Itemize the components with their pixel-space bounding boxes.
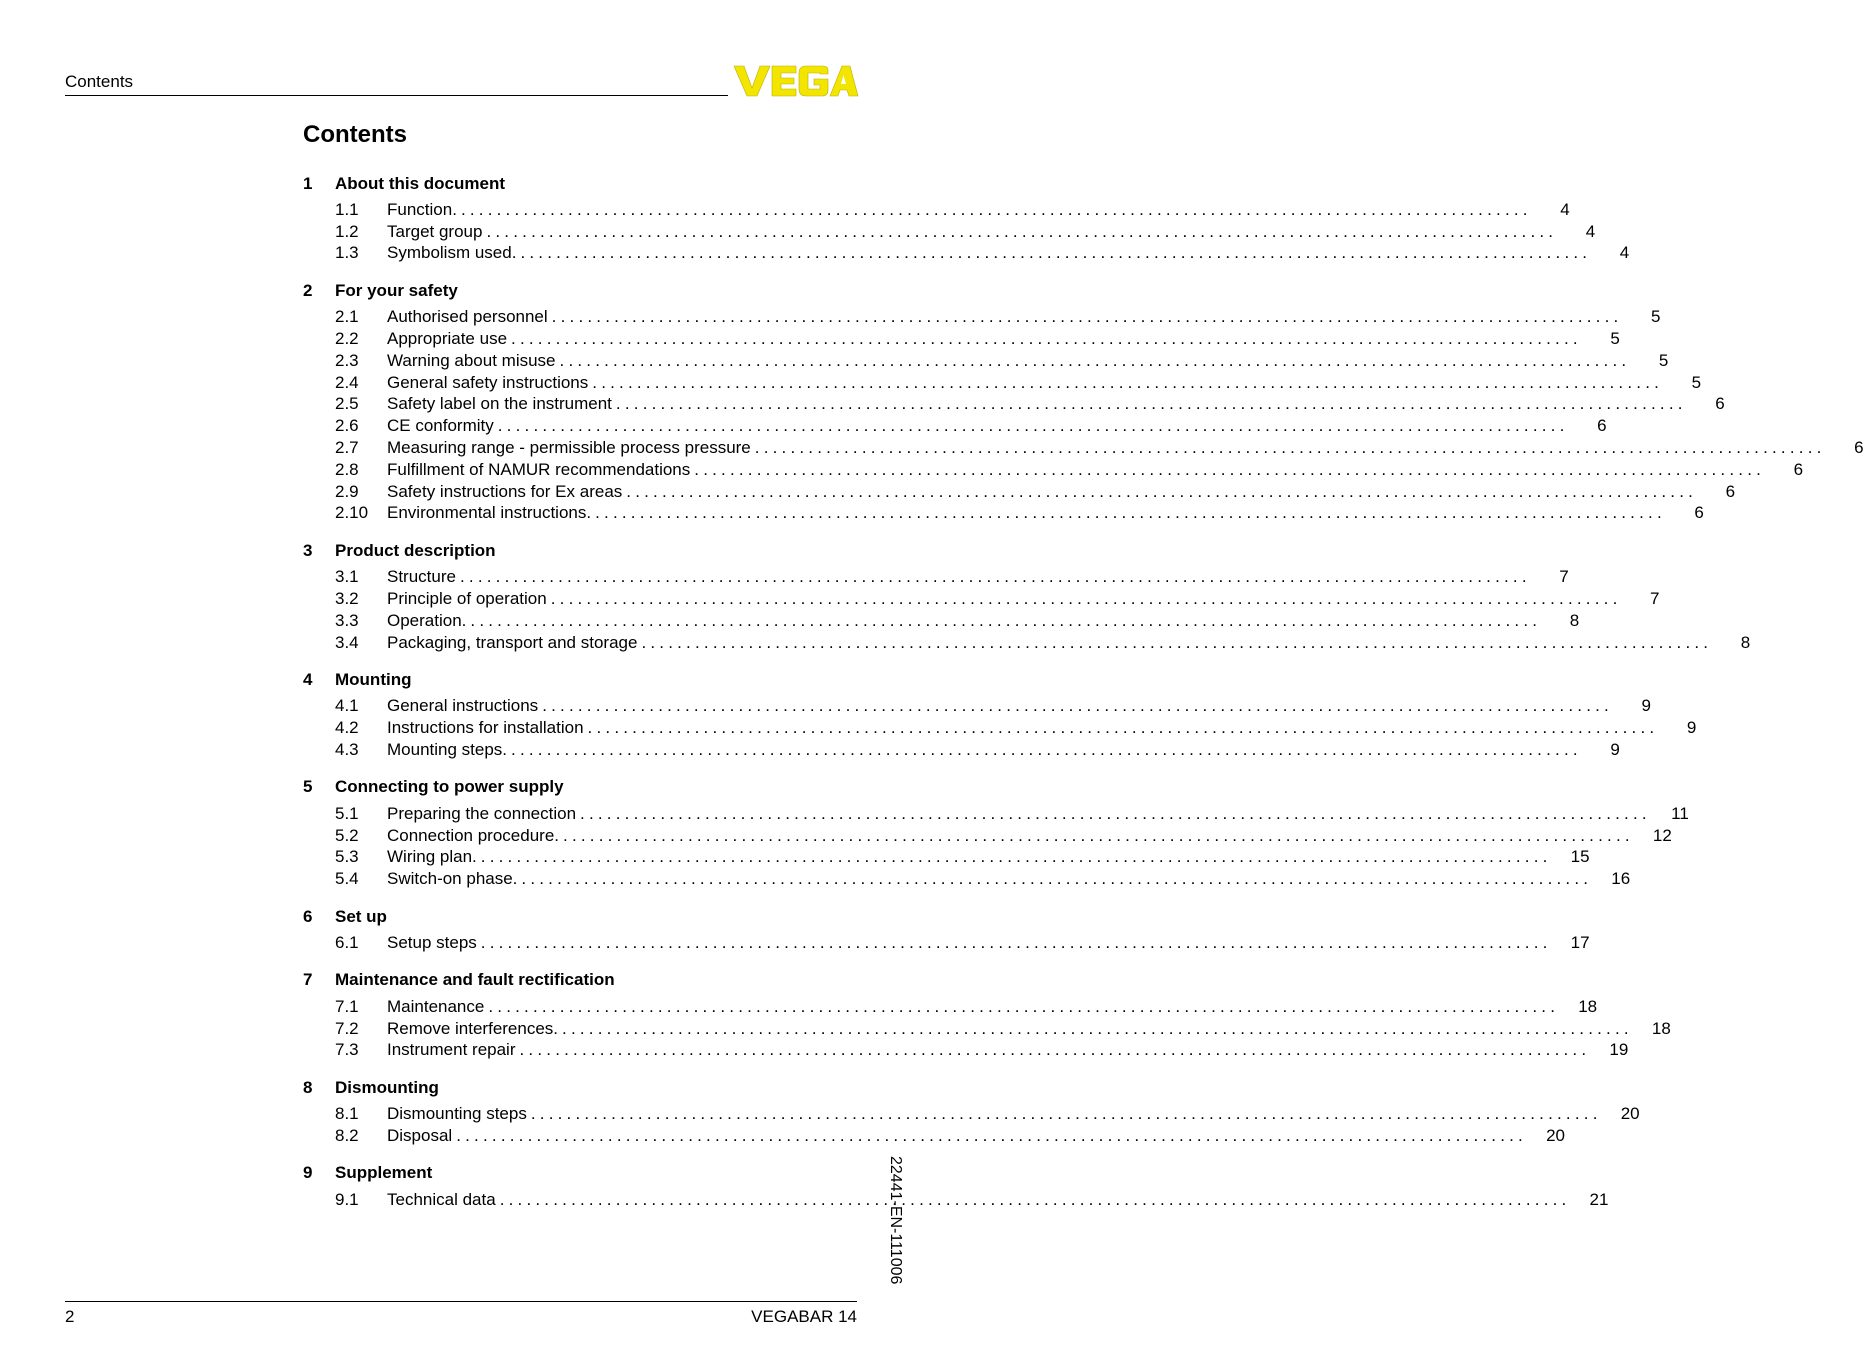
- toc-entry[interactable]: [303, 503, 1704, 525]
- entry-page-number: 15: [1570, 847, 1590, 867]
- toc-section-heading[interactable]: [303, 965, 858, 996]
- entry-title: Safety label on the instrument: [387, 394, 612, 414]
- entry-page-number: 18: [1578, 996, 1598, 1016]
- entry-title: Environmental instructions.: [387, 503, 592, 523]
- entry-page-number: 9: [1641, 696, 1651, 716]
- entry-number: 2.10: [335, 503, 369, 523]
- entry-title: Measuring range - permissible process pressure: [387, 438, 751, 458]
- dot-leader: ........................................................................................................................: [587, 718, 1659, 738]
- entry-number: 2.3: [335, 350, 359, 370]
- dot-leader: ........................................................................................................................: [592, 372, 1664, 392]
- dot-leader: ........................................................................................................................: [559, 350, 1631, 370]
- dot-leader: ........................................................................................................................: [626, 481, 1698, 501]
- entry-title: Mounting steps.: [387, 740, 508, 760]
- entry-title: Function.: [387, 199, 457, 219]
- dot-leader: ........................................................................................................................: [615, 394, 1687, 414]
- toc-entry[interactable]: [303, 1103, 1640, 1125]
- page-title: Contents: [303, 121, 407, 148]
- dot-leader: ........................................................................................................................: [520, 243, 1592, 263]
- entry-number: 5.3: [335, 847, 359, 867]
- toc-entry[interactable]: [303, 1125, 1565, 1147]
- toc-section: [303, 965, 1671, 1061]
- entry-number: 2.5: [335, 394, 359, 414]
- entry-page-number: 6: [1725, 481, 1736, 501]
- entry-title: Authorised personnel: [387, 307, 548, 327]
- toc-section: [303, 1158, 1609, 1211]
- entry-number: 6.1: [335, 933, 359, 953]
- dot-leader: ........................................................................................................................: [499, 1189, 1571, 1209]
- entry-title: Setup steps: [387, 933, 477, 953]
- entry-page-number: 18: [1651, 1018, 1671, 1038]
- entry-page-number: 21: [1589, 1189, 1609, 1209]
- toc-entry[interactable]: [303, 825, 1672, 847]
- entry-title: Instructions for installation: [387, 718, 584, 738]
- entry-page-number: 5: [1610, 329, 1620, 349]
- vega-logo: [734, 64, 858, 98]
- toc-entry[interactable]: [303, 1189, 1609, 1211]
- entry-title: Operation.: [387, 610, 467, 630]
- entry-number: 3.1: [335, 567, 359, 587]
- toc-entry[interactable]: [303, 868, 1631, 890]
- entry-page-number: 16: [1611, 869, 1631, 889]
- entry-title: Warning about misuse: [387, 350, 556, 370]
- toc-entry[interactable]: [303, 847, 1590, 869]
- toc-section-heading[interactable]: [303, 1072, 858, 1103]
- entry-page-number: 20: [1546, 1126, 1565, 1145]
- entry-page-number: 5: [1691, 372, 1702, 392]
- dot-leader: ........................................................................................................................: [551, 307, 1623, 327]
- dot-leader: ........................................................................................................................: [511, 740, 1582, 760]
- dot-leader: ........................................................................................................................: [459, 567, 1531, 587]
- dot-leader: ........................................................................................................................: [563, 825, 1634, 845]
- entry-number: 4.1: [335, 696, 359, 716]
- entry-page-number: 6: [1694, 503, 1704, 523]
- toc-entry[interactable]: [303, 632, 1751, 654]
- toc-section-heading[interactable]: [303, 535, 858, 566]
- entry-number: 1.2: [335, 221, 359, 241]
- toc-section-heading[interactable]: [303, 168, 858, 199]
- entry-number: 2.4: [335, 372, 359, 392]
- toc-entry[interactable]: [303, 588, 1660, 610]
- entry-title: Dismounting steps: [387, 1104, 527, 1124]
- toc-entry[interactable]: [303, 328, 1620, 350]
- entry-number: 8.1: [335, 1104, 359, 1124]
- dot-leader: ........................................................................................................................: [521, 869, 1593, 889]
- dot-leader: ........................................................................................................................: [580, 803, 1651, 823]
- entry-title: CE conformity: [387, 416, 494, 436]
- dot-leader: ........................................................................................................................: [480, 933, 1552, 953]
- dot-leader: ........................................................................................................................: [497, 416, 1569, 436]
- entry-page-number: 12: [1652, 825, 1672, 845]
- entry-title: Disposal: [387, 1126, 453, 1145]
- toc-entry[interactable]: [303, 739, 1620, 761]
- dot-leader: ........................................................................................................................: [754, 438, 1826, 458]
- entry-page-number: 9: [1686, 718, 1697, 738]
- toc-entry[interactable]: [303, 932, 1590, 954]
- entry-number: 2.9: [335, 481, 359, 501]
- toc-entry[interactable]: [303, 459, 1804, 481]
- entry-page-number: 6: [1715, 394, 1725, 414]
- entry-page-number: 6: [1597, 416, 1607, 436]
- entry-number: 8.2: [335, 1126, 359, 1145]
- page-number: 2: [65, 1307, 75, 1326]
- entry-title: Preparing the connection: [387, 803, 577, 823]
- dot-leader: ........................................................................................................................: [562, 1018, 1633, 1038]
- toc-section: [303, 535, 1751, 653]
- toc-section-heading[interactable]: [303, 901, 858, 932]
- toc-entry[interactable]: [303, 610, 1580, 632]
- entry-number: 5.4: [335, 869, 359, 889]
- toc-entry[interactable]: [303, 696, 1651, 718]
- toc-entry[interactable]: [303, 415, 1607, 437]
- entry-number: 3.2: [335, 589, 359, 609]
- entry-title: Remove interferences.: [387, 1018, 559, 1038]
- dot-leader: ........................................................................................................................: [641, 632, 1713, 652]
- section-title: Maintenance and fault rectification: [335, 970, 615, 990]
- entry-number: 3.3: [335, 610, 359, 630]
- entry-title: Packaging, transport and storage: [387, 632, 638, 652]
- dot-leader: ........................................................................................................................: [550, 589, 1622, 609]
- entry-title: Maintenance: [387, 996, 485, 1016]
- toc-entry[interactable]: [303, 199, 1570, 221]
- section-number: 1: [303, 173, 313, 193]
- dot-leader: ........................................................................................................................: [480, 847, 1552, 867]
- section-number: 4: [303, 670, 313, 690]
- toc-entry[interactable]: [303, 717, 1697, 739]
- toc-entry[interactable]: [303, 372, 1702, 394]
- section-number: 6: [303, 906, 313, 926]
- section-number: 3: [303, 540, 313, 560]
- section-number: 2: [303, 280, 313, 300]
- entry-page-number: 6: [1854, 438, 1864, 458]
- section-title: Connecting to power supply: [335, 777, 564, 797]
- entry-page-number: 7: [1559, 567, 1569, 587]
- toc-entry[interactable]: [303, 221, 1596, 243]
- entry-page-number: 8: [1740, 632, 1751, 652]
- entry-number: 2.1: [335, 307, 359, 327]
- toc-entry[interactable]: [303, 566, 1569, 588]
- entry-number: 7.2: [335, 1018, 359, 1038]
- entry-title: Principle of operation: [387, 589, 547, 609]
- entry-number: 5.2: [335, 825, 359, 845]
- dot-leader: ........................................................................................................................: [488, 996, 1560, 1016]
- toc-section-heading[interactable]: [303, 275, 858, 306]
- entry-number: 4.2: [335, 718, 359, 738]
- entry-page-number: 4: [1585, 221, 1596, 241]
- toc-section-heading[interactable]: [303, 1158, 858, 1189]
- toc-entry[interactable]: [303, 243, 1630, 265]
- dot-leader: ........................................................................................................................: [530, 1104, 1602, 1124]
- dot-leader: ........................................................................................................................: [511, 329, 1582, 349]
- entry-title: Fulfillment of NAMUR recommendations: [387, 459, 691, 479]
- running-header: Contents: [65, 72, 134, 91]
- section-number: 8: [303, 1077, 313, 1097]
- entry-number: 2.7: [335, 438, 359, 458]
- section-title: Mounting: [335, 670, 412, 690]
- entry-title: Technical data: [387, 1189, 496, 1209]
- section-title: For your safety: [335, 280, 458, 300]
- entry-number: 2.2: [335, 329, 359, 349]
- entry-title: Wiring plan.: [387, 847, 477, 867]
- section-number: 5: [303, 777, 313, 797]
- toc-section: [303, 772, 1689, 890]
- entry-title: Instrument repair: [387, 1040, 516, 1060]
- dot-leader: ........................................................................................................................: [694, 459, 1766, 479]
- entry-title: General instructions: [387, 696, 539, 716]
- entry-title: Switch-on phase.: [387, 869, 518, 889]
- toc-entry[interactable]: [303, 306, 1661, 328]
- section-number: 7: [303, 970, 313, 990]
- toc-section: [303, 665, 1697, 761]
- toc-entry[interactable]: [303, 481, 1736, 503]
- entry-number: 7.1: [335, 996, 359, 1016]
- entry-page-number: 5: [1658, 350, 1669, 370]
- entry-number: 1.1: [335, 199, 359, 219]
- section-number: 9: [303, 1163, 313, 1183]
- entry-title: Target group: [387, 221, 483, 241]
- toc-section: [303, 1072, 1640, 1147]
- entry-number: 4.3: [335, 740, 359, 760]
- entry-number: 7.3: [335, 1040, 359, 1060]
- dot-leader: ........................................................................................................................: [595, 503, 1666, 523]
- product-name: VEGABAR 14: [751, 1307, 857, 1326]
- toc-section-heading[interactable]: [303, 772, 858, 803]
- toc-entry[interactable]: [303, 350, 1669, 372]
- toc-section-heading[interactable]: [303, 665, 858, 696]
- section-title: Supplement: [335, 1163, 433, 1183]
- toc-entry[interactable]: [303, 437, 1864, 459]
- dot-leader: ........................................................................................................................: [542, 696, 1613, 716]
- toc-entry[interactable]: [303, 1040, 1629, 1062]
- section-title: Set up: [335, 906, 387, 926]
- entry-page-number: 8: [1569, 610, 1580, 630]
- dot-leader: ........................................................................................................................: [460, 199, 1532, 219]
- entry-number: 9.1: [335, 1189, 359, 1209]
- entry-title: Connection procedure.: [387, 825, 560, 845]
- entry-page-number: 7: [1650, 589, 1660, 609]
- footer-divider: [65, 1301, 857, 1302]
- toc-entry[interactable]: [303, 394, 1725, 416]
- entry-number: 2.6: [335, 416, 359, 436]
- entry-page-number: 19: [1609, 1040, 1629, 1060]
- toc-section: [303, 168, 1630, 264]
- document-code: 22441-EN-111006: [887, 1156, 904, 1285]
- toc-entry[interactable]: [303, 803, 1689, 825]
- entry-number: 3.4: [335, 632, 359, 652]
- section-title: Product description: [335, 540, 496, 560]
- entry-page-number: 11: [1671, 803, 1689, 823]
- entry-title: Appropriate use: [387, 329, 508, 349]
- header-divider: [65, 95, 728, 96]
- toc-section: [303, 901, 1590, 954]
- section-title: Dismounting: [335, 1077, 439, 1097]
- entry-page-number: 9: [1610, 740, 1620, 760]
- toc-entry[interactable]: [303, 1018, 1671, 1040]
- toc-entry[interactable]: [303, 996, 1598, 1018]
- entry-number: 2.8: [335, 459, 359, 479]
- section-title: About this document: [335, 173, 505, 193]
- entry-page-number: 4: [1560, 199, 1570, 219]
- dot-leader: ........................................................................................................................: [470, 610, 1542, 630]
- toc-section: [303, 275, 1864, 524]
- dot-leader: ........................................................................................................................: [456, 1126, 1527, 1145]
- entry-title: General safety instructions: [387, 372, 589, 392]
- entry-number: 1.3: [335, 243, 359, 263]
- entry-number: 5.1: [335, 803, 359, 823]
- entry-page-number: 5: [1650, 307, 1661, 327]
- entry-title: Symbolism used.: [387, 243, 517, 263]
- entry-title: Safety instructions for Ex areas: [387, 481, 623, 501]
- dot-leader: ........................................................................................................................: [486, 221, 1558, 241]
- entry-page-number: 20: [1620, 1104, 1640, 1124]
- entry-page-number: 6: [1793, 459, 1804, 479]
- entry-page-number: 17: [1570, 933, 1590, 953]
- entry-page-number: 4: [1619, 243, 1630, 263]
- dot-leader: ........................................................................................................................: [519, 1040, 1591, 1060]
- entry-title: Structure: [387, 567, 456, 587]
